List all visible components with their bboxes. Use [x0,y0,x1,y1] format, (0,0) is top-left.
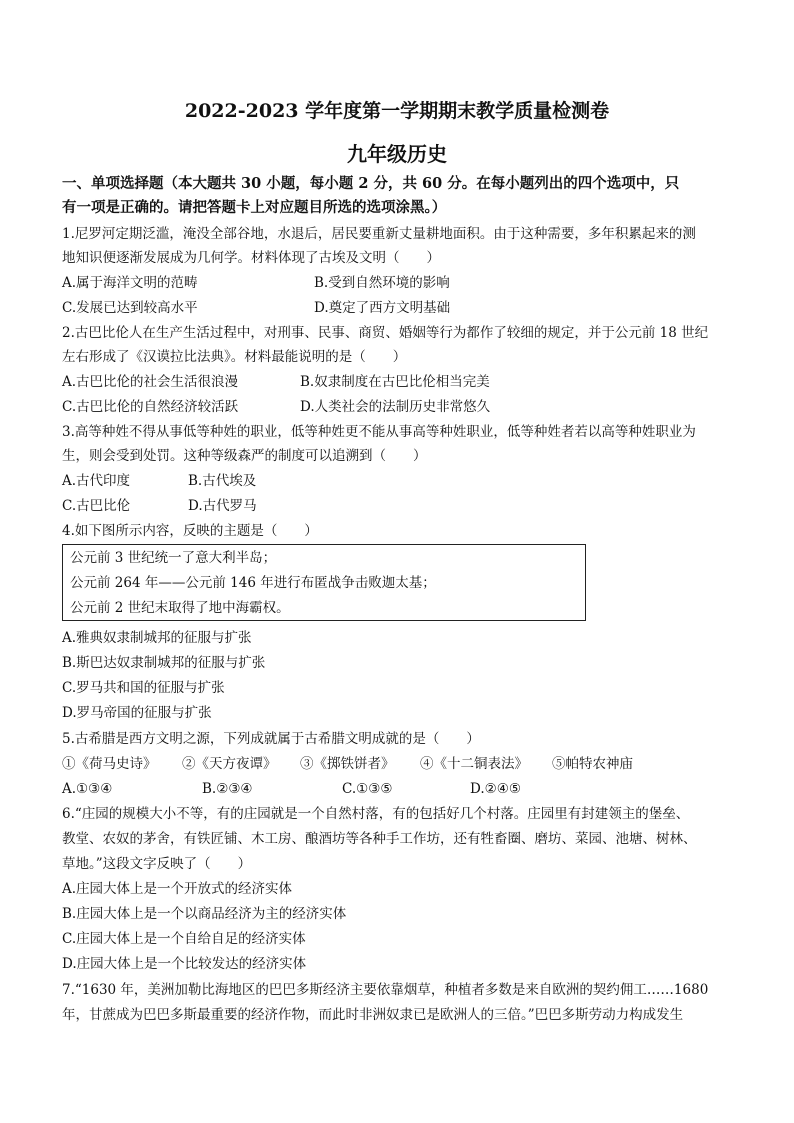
question-6-option-b: B.庄园大体上是一个以商品经济为主的经济实体 [62,906,347,922]
exam-subtitle: 九年级历史 [347,142,447,166]
question-4-option-d: D.罗马帝国的征服与扩张 [62,705,212,721]
question-5-option-c: C.①③⑤ [342,781,393,797]
question-5-item-1: ①《荷马史诗》 [62,756,157,772]
question-1-option-a: A.属于海洋文明的范畴 [62,275,198,291]
question-4-option-c: C.罗马共和国的征服与扩张 [62,680,225,696]
question-4-material-line3: 公元前 2 世纪末取得了地中海霸权。 [70,600,290,616]
question-1-stem-line1: 1.尼罗河定期泛滥，淹没全部谷地，水退后，居民要重新丈量耕地面积。由于这种需要，多年积累起来的测 [62,226,696,242]
question-1-option-c: C.发展已达到较高水平 [62,300,198,316]
question-6-stem-line3: 草地。”这段文字反映了（ ） [62,856,252,872]
question-4-option-a: A.雅典奴隶制城邦的征服与扩张 [62,630,252,646]
question-4-option-b: B.斯巴达奴隶制城邦的征服与扩张 [62,655,266,671]
question-3-stem-line2: 生，则会受到处罚。这种等级森严的制度可以追溯到（ ） [62,448,427,464]
question-2-option-c: C.古巴比伦的自然经济较活跃 [62,399,239,415]
section-instructions-line1: 一、单项选择题（本大题共 30 小题，每小题 2 分，共 60 分。在每小题列出的四个选项中，只 [62,175,680,192]
question-5-option-a: A.①③④ [62,781,113,797]
question-1-option-d: D.奠定了西方文明基础 [314,300,451,316]
question-3-option-b: B.古代埃及 [188,473,257,489]
question-4-material-line2: 公元前 264 年——公元前 146 年进行布匿战争击败迦太基； [70,575,436,591]
question-3-option-c: C.古巴比伦 [62,498,131,514]
question-7-stem-line2: 年，甘蔗成为巴巴多斯最重要的经济作物，而此时非洲奴隶已是欧洲人的三倍。”巴巴多斯劳动力构成发生 [62,1007,684,1023]
question-2-stem-line2: 左右形成了《汉谟拉比法典》。材料最能说明的是（ ） [62,349,407,365]
question-3-option-a: A.古代印度 [62,473,131,489]
question-6-option-c: C.庄园大体上是一个自给自足的经济实体 [62,931,306,947]
question-5-item-5: ⑤帕特农神庙 [552,756,633,772]
question-6-option-d: D.庄园大体上是一个比较发达的经济实体 [62,956,307,972]
question-5-stem: 5.古希腊是西方文明之源，下列成就属于古希腊文明成就的是（ ） [62,731,480,747]
question-1-stem-line2: 地知识便逐渐发展成为几何学。材料体现了古埃及文明（ ） [62,250,440,266]
question-5-item-3: ③《掷铁饼者》 [300,756,395,772]
question-5-option-d: D.②④⑤ [470,781,521,797]
question-2-option-d: D.人类社会的法制历史非常悠久 [300,399,491,415]
question-2-option-b: B.奴隶制度在古巴比伦相当完美 [300,374,490,390]
question-3-stem-line1: 3.高等种姓不得从事低等种姓的职业，低等种姓更不能从事高等种姓职业，低等种姓者若以高等种姓职业为 [62,424,696,440]
question-6-stem-line1: 6.“庄园的规模大小不等，有的庄园就是一个自然村落，有的包括好几个村落。庄园里有封建领主的堡垒、 [62,806,690,822]
question-6-option-a: A.庄园大体上是一个开放式的经济实体 [62,881,293,897]
question-4-stem: 4.如下图所示内容，反映的主题是（ ） [62,523,318,539]
question-2-option-a: A.古巴比伦的社会生活很浪漫 [62,374,239,390]
question-5-item-2: ②《天方夜谭》 [182,756,277,772]
section-instructions-line2: 有一项是正确的。请把答题卡上对应题目所选的选项涂黑。） [62,199,447,216]
question-3-option-d: D.古代罗马 [188,498,257,514]
question-6-stem-line2: 教堂、农奴的茅舍，有铁匠铺、木工房、酿酒坊等各种手工作坊，还有牲畜圈、磨坊、菜园、池塘、树林、 [62,831,697,847]
question-5-item-4: ④《十二铜表法》 [420,756,528,772]
question-1-option-b: B.受到自然环境的影响 [314,275,450,291]
question-2-stem-line1: 2.古巴比伦人在生产生活过程中，对刑事、民事、商贸、婚姻等行为都作了较细的规定，并于公元前 18 世纪 [62,325,709,341]
question-4-material-line1: 公元前 3 世纪统一了意大利半岛； [70,550,277,566]
exam-title: 2022-2023 学年度第一学期期末教学质量检测卷 [184,100,610,122]
question-5-option-b: B.②③④ [202,781,253,797]
question-7-stem-line1: 7.“1630 年，美洲加勒比海地区的巴巴多斯经济主要依靠烟草，种植者多数是来自欧洲的契约佣工……1680 [62,982,709,998]
